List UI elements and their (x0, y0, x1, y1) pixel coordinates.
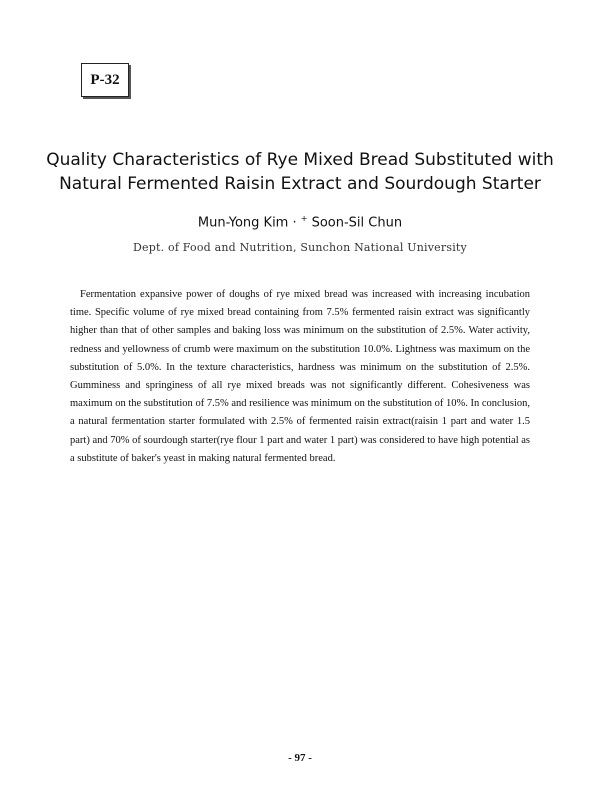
author-2: Soon-Sil Chun (307, 215, 403, 231)
paper-title (40, 148, 560, 196)
title-line-2: Natural Fermented Raisin Extract and Sourdough Starter (59, 174, 541, 194)
author-1: Mun-Yong Kim · (197, 215, 301, 231)
poster-id-box: P-32 (81, 63, 129, 97)
page-number: - 97 - (288, 752, 312, 764)
affiliation: Dept. of Food and Nutrition, Sunchon National University (133, 241, 467, 254)
title-line-1: Quality Characteristics of Rye Mixed Bread Substituted with (46, 150, 554, 170)
abstract: Fermentation expansive power of doughs of rye mixed bread was increased with increasing incubation time. Specific volume of rye mixed bread containing from 7.5% fermented raisin extract was significantly higher than that of other samples and baking loss was minimum on the substitution of 2.5%. Water activity, redness and yellowness of crumb were maximum on the substitution 10.0%. Lightness was maximum on the substitution of 5.0%. In the texture characteristics, hardness was minimum on the substitution of 2.5%. Gumminess and springiness of all rye mixed breads was not significantly different. Cohesiveness was maximum on the substitution of 7.5% and resilience was minimum on the substitution of 10%. In conclusion, a natural fermentation starter formulated with 2.5% of fermented raisin extract(raisin 1 part and water 1.5 part) and 70% of sourdough starter(rye flour 1 part and water 1 part) was considered to have high potential as a substitute of baker's yeast in making natural fermented bread. (70, 289, 530, 464)
corresponding-mark: + (300, 214, 308, 223)
author-line (0, 214, 600, 230)
